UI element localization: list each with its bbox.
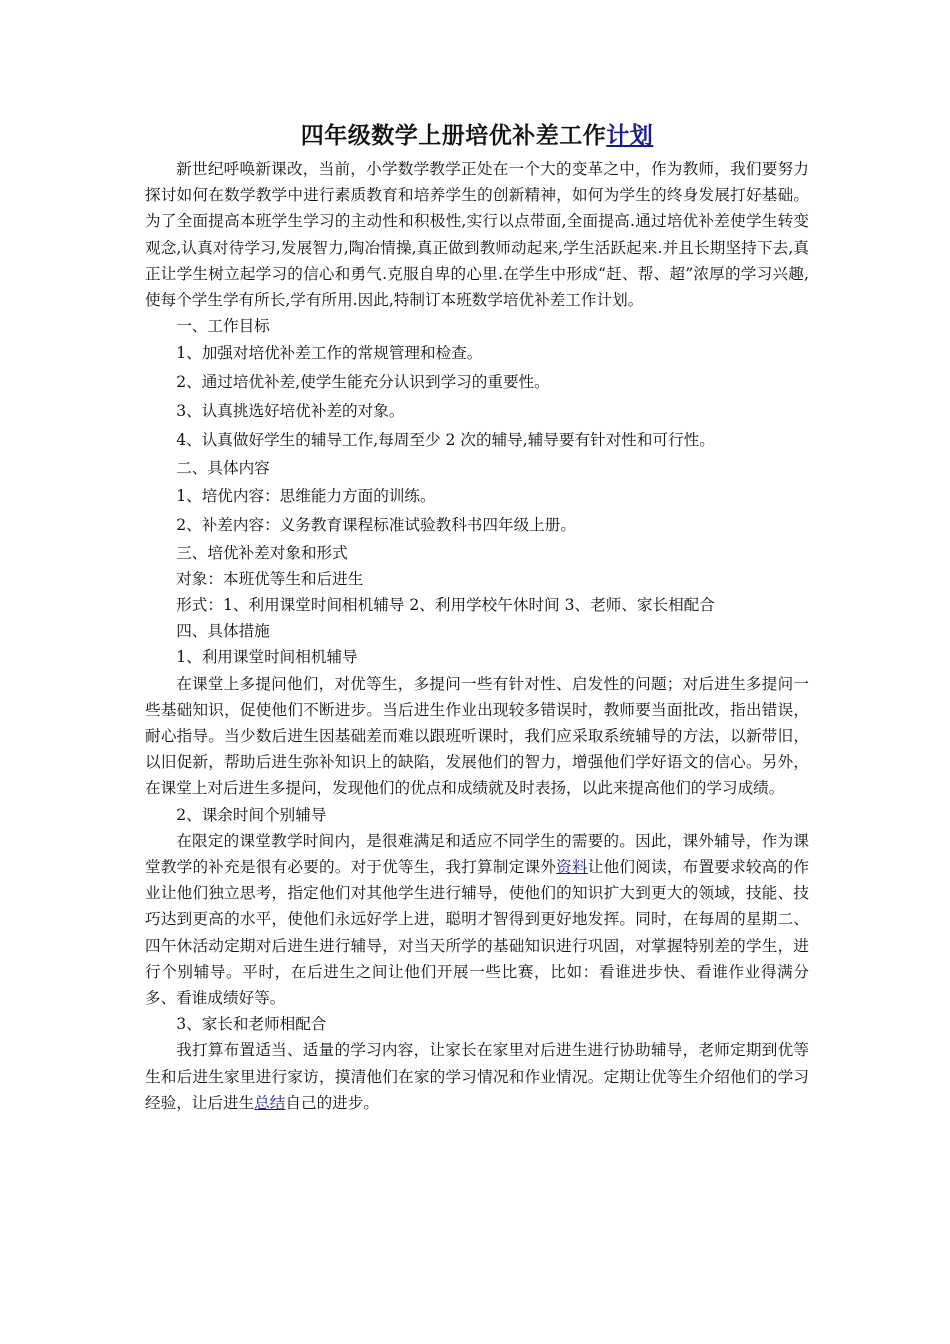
intro-paragraph: 新世纪呼唤新课改，当前，小学数学教学正处在一个大的变革之中，作为教师，我们要努力探讨如何在数学教学中进行素质教育和培养学生的创新精神，如何为学生的终身发展打好基础。为了全面提高本班学生学习的主动性和积极性,实行以点带面,全面提高.通过培优补差使学生转变观念,认真对待学习,发展智力,陶冶情操,真正做到教师动起来,学生活跃起来.并且长期坚持下去,真正让学生树立起学习的信心和勇气.克服自卑的心里.在学生中形成“赶、帮、超”浓厚的学习兴趣,使每个学生学有所长,学有所用.因此,特制订本班数学培优补差工作计划。 [145, 160, 809, 310]
measure3-title: 3、家长和老师相配合 [176, 1015, 327, 1034]
measure1-body: 在课堂上多提问他们，对优等生，多提问一些有针对性、启发性的问题；对后进生多提问一些基础知识，促使他们不断进步。当后进生作业出现较多错误时，教师要当面批改，指出错误，耐心指导。当少数后进生因基础差而难以跟班听课时，我们应采取系统辅导的方法，以新带旧，以旧促新，帮助后进生弥补知识上的缺陷，发展他们的智力，增强他们学好语文的信心。另外，在课堂上对后进生多提问，发现他们的优点和成绩就及时表扬，以此来提高他们的学习成绩。 [145, 674, 809, 798]
title-text: 四年级数学上册培优补差工作 [300, 122, 607, 149]
link-summary[interactable]: 总结 [254, 1093, 286, 1112]
measure2-body [145, 828, 809, 1011]
section2-heading: 二、具体内容 [176, 459, 270, 478]
measure1-title: 1、利用课堂时间相机辅导 [176, 648, 358, 667]
section1-item-2: 2、通过培优补差,使学生能充分认识到学习的重要性。 [176, 373, 550, 392]
section2-item-2: 2、补差内容：义务教育课程标准试验教科书四年级上册。 [176, 515, 576, 534]
measure3-text-b: 自己的进步。 [285, 1093, 379, 1112]
measure3-text-a: 我打算布置适当、适量的学习内容，让家长在家里对后进生进行协助辅导，老师定期到优等生和后进生家里进行家访，摸清他们在家的学习情况和作业情况。定期让优等生介绍他们的学习经验，让后进生 [145, 1041, 809, 1112]
measure3-body [145, 1037, 809, 1116]
section3-form: 形式：1、利用课堂时间相机辅导 2、利用学校午休时间 3、老师、家长相配合 [176, 596, 715, 615]
document-title [145, 118, 809, 154]
section1-item-4: 4、认真做好学生的辅导工作,每周至少 2 次的辅导,辅导要有针对性和可行性。 [176, 431, 715, 450]
document-body [145, 118, 809, 1116]
section3-target: 对象：本班优等生和后进生 [176, 569, 364, 588]
link-materials[interactable]: 资料 [556, 858, 588, 877]
measure2-text-b: 让他们阅读，布置要求较高的作业让他们独立思考，指定他们对其他学生进行辅导，使他们的知识扩大到更大的领域，技能、技巧达到更高的水平，使他们永远好学上进，聪明才智得到更好地发挥。同时，在每周的星期二、四午休活动定期对后进生进行辅导，对当天所学的基础知识进行巩固，对掌握特别差的学生，进行个别辅导。平时，在后进生之间让他们开展一些比赛，比如：看谁进步快、看谁作业得满分多、看谁成绩好等。 [145, 858, 809, 1008]
section2-item-1: 1、培优内容：思维能力方面的训练。 [176, 486, 436, 505]
title-link-plan[interactable]: 计划 [606, 122, 654, 149]
section1-item-3: 3、认真挑选好培优补差的对象。 [176, 402, 405, 421]
measure2-text-a: 在限定的课堂教学时间内，是很难满足和适应不同学生的需要的。因此，课外辅导，作为课堂教学的补充是很有必要的。对于优等生，我打算制定课外 [145, 831, 809, 877]
measure2-title: 2、课余时间个别辅导 [176, 805, 327, 824]
section1-item-1: 1、加强对培优补差工作的常规管理和检查。 [176, 344, 483, 363]
section3-heading: 三、培优补差对象和形式 [176, 543, 348, 562]
section1-heading: 一、工作目标 [176, 317, 270, 336]
section4-heading: 四、具体措施 [176, 622, 270, 641]
